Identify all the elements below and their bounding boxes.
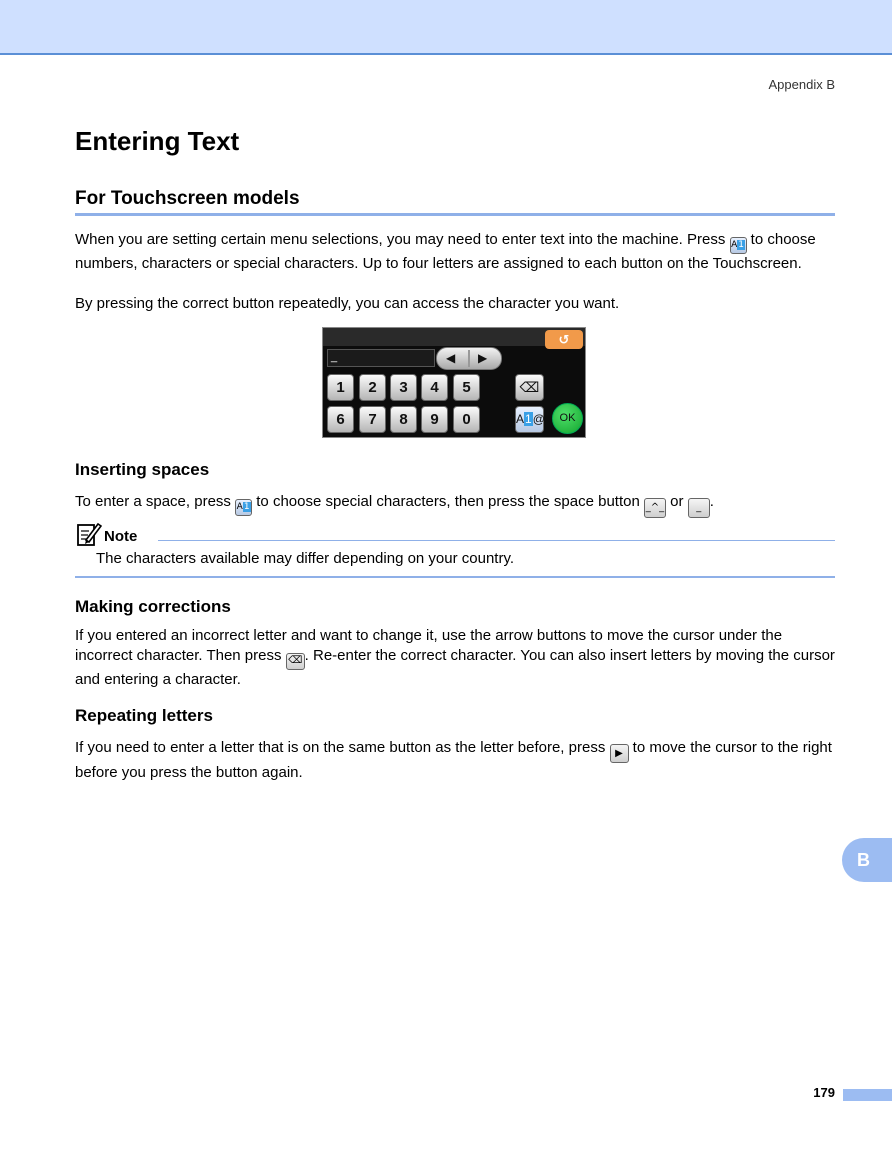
- mode-key-symbol: @: [532, 412, 545, 426]
- key-0[interactable]: 0: [453, 406, 480, 433]
- key-3[interactable]: 3: [390, 374, 417, 401]
- running-head: Appendix B: [768, 77, 835, 92]
- mode-icon-highlight: 1: [243, 502, 250, 512]
- mode-key-highlight: 1: [525, 412, 532, 426]
- mode-key-letter: A: [516, 412, 525, 426]
- mode-icon-highlight: 1: [738, 240, 744, 250]
- space-button-icon: _^_: [644, 498, 666, 518]
- touchscreen-illustration: [322, 327, 586, 438]
- key-2[interactable]: 2: [359, 374, 386, 401]
- note-text: The characters available may differ depending on your country.: [96, 550, 515, 567]
- making-corrections-heading: Making corrections: [75, 597, 231, 616]
- corrections-text-a: If you entered an incorrect letter and want to change it, use the arrow buttons to move the cursor under the incorrect character. Then press: [75, 627, 783, 664]
- spaces-text-or: or: [666, 493, 688, 510]
- key-5[interactable]: 5: [453, 374, 480, 401]
- repeating-text-b: to move the cursor to the right before you press the button again.: [75, 739, 832, 781]
- arrow-divider: [468, 350, 470, 367]
- section-title: For Touchscreen models: [75, 188, 300, 209]
- note-rule-bottom: [75, 576, 835, 578]
- appendix-side-tab: B: [842, 838, 892, 882]
- repeating-text-a: If you need to enter a letter that is on the same button as the letter before, press: [75, 739, 610, 756]
- cursor-arrow-buttons: [436, 347, 502, 370]
- key-4[interactable]: 4: [421, 374, 448, 401]
- left-arrow-icon[interactable]: ◀: [446, 351, 456, 365]
- key-8[interactable]: 8: [390, 406, 417, 433]
- intro-text-a: When you are setting certain menu selections, you may need to enter text into the machine. Press: [75, 231, 730, 248]
- ok-button[interactable]: OK: [552, 403, 583, 434]
- key-7[interactable]: 7: [359, 406, 386, 433]
- key-6[interactable]: 6: [327, 406, 354, 433]
- repeating-letters-heading: Repeating letters: [75, 706, 213, 725]
- character-mode-icon: [235, 499, 252, 516]
- key-1[interactable]: 1: [327, 374, 354, 401]
- mode-icon-letter-a: A: [731, 240, 738, 250]
- page-number: 179: [813, 1085, 835, 1100]
- intro-paragraph-2: By pressing the correct button repeatedly, you can access the character you want.: [75, 295, 620, 312]
- section-rule: [75, 213, 835, 216]
- backspace-icon: ⌫: [286, 653, 305, 670]
- mode-icon-letter-a: A: [236, 502, 243, 512]
- spaces-text-b: to choose special characters, then press the space button: [252, 493, 644, 510]
- character-mode-button[interactable]: [515, 406, 544, 433]
- space-button-icon-alt: _: [688, 498, 710, 518]
- character-mode-icon: [730, 237, 747, 254]
- right-arrow-icon[interactable]: ▶: [478, 351, 488, 365]
- delete-button[interactable]: ⌫: [515, 374, 544, 401]
- corrections-text-b: . Re-enter the correct character. You can also insert letters by moving the cursor and entering a character.: [75, 647, 835, 688]
- right-arrow-icon: ▶: [610, 744, 629, 763]
- note-label: Note: [104, 528, 138, 545]
- making-corrections-text: [75, 626, 837, 690]
- page-title: Entering Text: [75, 126, 240, 156]
- spaces-text-end: .: [709, 493, 714, 510]
- back-button[interactable]: ↺: [545, 330, 583, 349]
- intro-paragraph-1: [75, 230, 837, 273]
- intro-text-b: to choose numbers, characters or special characters. Up to four letters are assigned to each button on the Touchscreen.: [75, 231, 816, 272]
- spaces-text-a: To enter a space, press: [75, 493, 236, 510]
- note-pencil-icon: [76, 521, 102, 547]
- inserting-spaces-heading: Inserting spaces: [75, 460, 210, 479]
- key-9[interactable]: 9: [421, 406, 448, 433]
- repeating-letters-text: [75, 738, 837, 782]
- inserting-spaces-text: [75, 492, 837, 518]
- header-band: [0, 0, 892, 55]
- page-number-bar: [843, 1089, 892, 1101]
- note-rule-top: [158, 540, 835, 541]
- text-entry-field[interactable]: _: [327, 349, 435, 367]
